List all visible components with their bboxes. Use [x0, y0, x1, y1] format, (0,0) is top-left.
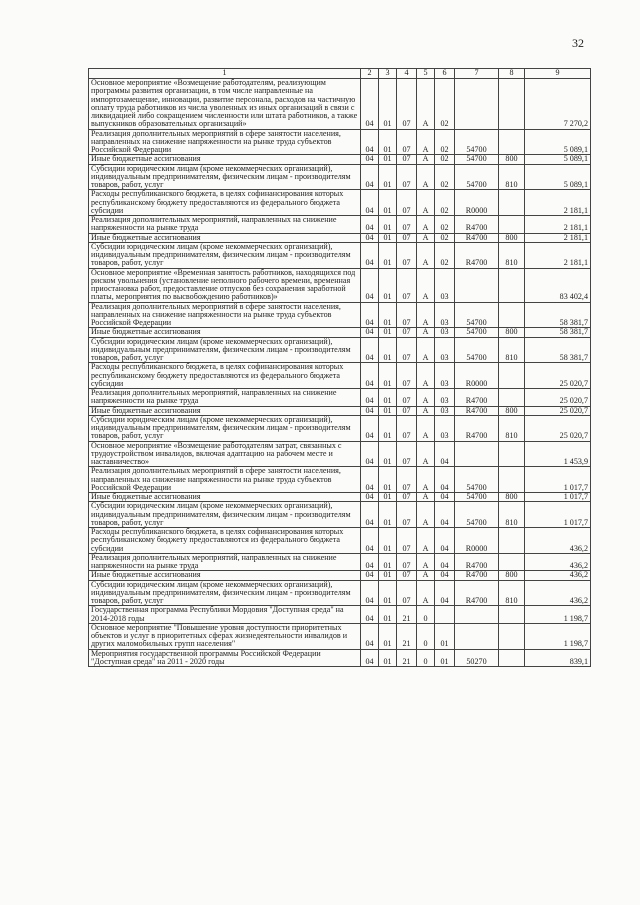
code-c5: А: [417, 302, 435, 328]
code-c6: 04: [435, 580, 455, 606]
code-c4: 07: [397, 242, 417, 268]
code-c3: 01: [379, 580, 397, 606]
code-c2: 04: [361, 389, 379, 407]
code-c3: 01: [379, 415, 397, 441]
code-c6: 03: [435, 389, 455, 407]
row-amount: 1 198,7: [525, 623, 591, 649]
code-c7: R4700: [455, 406, 499, 415]
row-name: Иные бюджетные ассигнования: [89, 493, 361, 502]
code-c2: 04: [361, 129, 379, 155]
code-c4: 07: [397, 580, 417, 606]
code-c8: [499, 553, 525, 571]
code-c3: 01: [379, 242, 397, 268]
code-c2: 04: [361, 328, 379, 337]
row-name: Расходы республиканского бюджета, в целях софинансирования которых республиканскому бюджету предоставляются из федерального бюджета субсидии: [89, 363, 361, 389]
row-name: Реализация дополнительных мероприятий, направленных на снижение напряженности на рынке труда: [89, 389, 361, 407]
code-c8: [499, 649, 525, 667]
code-c5: А: [417, 242, 435, 268]
row-amount: 7 270,2: [525, 79, 591, 130]
code-c6: 04: [435, 441, 455, 467]
code-c5: А: [417, 553, 435, 571]
code-c2: 04: [361, 528, 379, 554]
code-c4: 07: [397, 502, 417, 528]
code-c7: R4700: [455, 553, 499, 571]
code-c7: [455, 268, 499, 302]
code-c7: 54700: [455, 155, 499, 164]
code-c6: 02: [435, 242, 455, 268]
code-c5: А: [417, 129, 435, 155]
code-c8: 800: [499, 155, 525, 164]
row-name: Иные бюджетные ассигнования: [89, 571, 361, 580]
row-name: Расходы республиканского бюджета, в целях софинансирования которых республиканскому бюджету предоставляются из федерального бюджета субсидии: [89, 528, 361, 554]
code-c7: [455, 606, 499, 624]
code-c7: R4700: [455, 389, 499, 407]
code-c5: А: [417, 328, 435, 337]
code-c8: [499, 216, 525, 234]
code-c3: 01: [379, 363, 397, 389]
row-name: Иные бюджетные ассигнования: [89, 328, 361, 337]
code-c4: 07: [397, 415, 417, 441]
code-c7: 54700: [455, 302, 499, 328]
code-c6: 03: [435, 415, 455, 441]
code-c7: R4700: [455, 233, 499, 242]
code-c4: 07: [397, 337, 417, 363]
code-c5: А: [417, 502, 435, 528]
code-c2: 04: [361, 155, 379, 164]
code-c7: R4700: [455, 571, 499, 580]
code-c7: 54700: [455, 328, 499, 337]
row-amount: 839,1: [525, 649, 591, 667]
code-c8: [499, 268, 525, 302]
code-c2: 04: [361, 580, 379, 606]
row-name: Основное мероприятие «Возмещение работодателям затрат, связанных с трудоустройством инвалидов, включая адаптацию на рабочем месте и наставничество»: [89, 441, 361, 467]
code-c7: [455, 623, 499, 649]
row-name: Субсидии юридическим лицам (кроме некоммерческих организаций), индивидуальным предпринимателям, физическим лицам - производителям товаров, работ, услуг: [89, 164, 361, 190]
column-header-8: 8: [499, 69, 525, 79]
code-c6: [435, 606, 455, 624]
code-c2: 04: [361, 268, 379, 302]
code-c5: А: [417, 216, 435, 234]
code-c3: 01: [379, 389, 397, 407]
code-c3: 01: [379, 337, 397, 363]
code-c3: 01: [379, 606, 397, 624]
table-row: [89, 328, 591, 337]
code-c8: [499, 389, 525, 407]
code-c8: [499, 623, 525, 649]
code-c8: 800: [499, 406, 525, 415]
code-c4: 07: [397, 190, 417, 216]
code-c4: 07: [397, 129, 417, 155]
table-row: [89, 415, 591, 441]
code-c6: 02: [435, 164, 455, 190]
code-c3: 01: [379, 502, 397, 528]
table-row: [89, 528, 591, 554]
table-row: [89, 571, 591, 580]
code-c2: 04: [361, 406, 379, 415]
code-c3: 01: [379, 233, 397, 242]
row-amount: 436,2: [525, 528, 591, 554]
row-amount: 83 402,4: [525, 268, 591, 302]
code-c4: 07: [397, 155, 417, 164]
row-amount: 5 089,1: [525, 155, 591, 164]
code-c6: 02: [435, 129, 455, 155]
table-row: [89, 363, 591, 389]
column-header-1: 1: [89, 69, 361, 79]
code-c6: 04: [435, 528, 455, 554]
code-c6: 01: [435, 649, 455, 667]
code-c7: R0000: [455, 363, 499, 389]
row-name: Основное мероприятие «Временная занятость работников, находящихся под риском увольнения (установление неполного рабочего времени, временная приостановка работ, предоставление отпусков без сохранения заработной платы, мероприятия по высвобождению работников)»: [89, 268, 361, 302]
code-c6: 03: [435, 363, 455, 389]
code-c5: А: [417, 268, 435, 302]
code-c7: R4700: [455, 242, 499, 268]
table-row: [89, 164, 591, 190]
table-row: [89, 79, 591, 130]
code-c5: А: [417, 389, 435, 407]
code-c2: 04: [361, 441, 379, 467]
code-c4: 21: [397, 623, 417, 649]
code-c7: 54700: [455, 129, 499, 155]
code-c2: 04: [361, 623, 379, 649]
row-amount: 25 020,7: [525, 406, 591, 415]
row-amount: 1 017,7: [525, 493, 591, 502]
row-name: Иные бюджетные ассигнования: [89, 233, 361, 242]
code-c6: 02: [435, 79, 455, 130]
code-c2: 04: [361, 415, 379, 441]
row-amount: 5 089,1: [525, 129, 591, 155]
code-c3: 01: [379, 302, 397, 328]
row-amount: 5 089,1: [525, 164, 591, 190]
code-c6: 03: [435, 328, 455, 337]
row-name: Иные бюджетные ассигнования: [89, 155, 361, 164]
row-amount: 2 181,1: [525, 190, 591, 216]
code-c6: 02: [435, 155, 455, 164]
code-c6: 04: [435, 493, 455, 502]
code-c8: 810: [499, 337, 525, 363]
code-c8: 810: [499, 242, 525, 268]
code-c4: 21: [397, 606, 417, 624]
row-amount: 2 181,1: [525, 216, 591, 234]
code-c8: [499, 606, 525, 624]
table-row: [89, 233, 591, 242]
row-name: Расходы республиканского бюджета, в целях софинансирования которых республиканскому бюджету предоставляются из федерального бюджета субсидии: [89, 190, 361, 216]
code-c6: 02: [435, 190, 455, 216]
table-row: [89, 406, 591, 415]
code-c8: [499, 302, 525, 328]
code-c2: 04: [361, 337, 379, 363]
row-name: Реализация дополнительных мероприятий в сфере занятости населения, направленных на снижение напряженности на рынке труда субъектов Российской Федерации: [89, 467, 361, 493]
code-c7: 54700: [455, 493, 499, 502]
code-c5: 0: [417, 606, 435, 624]
code-c3: 01: [379, 190, 397, 216]
header-row: [89, 69, 591, 79]
table-row: [89, 389, 591, 407]
code-c3: 01: [379, 553, 397, 571]
code-c2: 04: [361, 302, 379, 328]
code-c8: [499, 363, 525, 389]
code-c8: [499, 528, 525, 554]
code-c4: 07: [397, 216, 417, 234]
code-c8: 800: [499, 571, 525, 580]
row-amount: 58 381,7: [525, 328, 591, 337]
code-c5: А: [417, 233, 435, 242]
code-c6: 04: [435, 571, 455, 580]
code-c8: [499, 129, 525, 155]
code-c8: [499, 441, 525, 467]
code-c3: 01: [379, 155, 397, 164]
table-row: [89, 441, 591, 467]
code-c8: [499, 79, 525, 130]
row-name: Основное мероприятие "Повышение уровня доступности приоритетных объектов и услуг в приоритетных сферах жизнедеятельности инвалидов и других маломобильных групп населения": [89, 623, 361, 649]
code-c5: А: [417, 528, 435, 554]
code-c7: R0000: [455, 528, 499, 554]
code-c6: 03: [435, 406, 455, 415]
row-name: Субсидии юридическим лицам (кроме некоммерческих организаций), индивидуальным предпринимателям, физическим лицам - производителям товаров, работ, услуг: [89, 337, 361, 363]
column-header-6: 6: [435, 69, 455, 79]
code-c5: А: [417, 363, 435, 389]
table-row: [89, 606, 591, 624]
table-row: [89, 553, 591, 571]
code-c8: [499, 190, 525, 216]
code-c3: 01: [379, 268, 397, 302]
code-c4: 21: [397, 649, 417, 667]
code-c4: 07: [397, 467, 417, 493]
row-name: Реализация дополнительных мероприятий в сфере занятости населения, направленных на снижение напряженности на рынке труда субъектов Российской Федерации: [89, 302, 361, 328]
code-c2: 04: [361, 164, 379, 190]
code-c8: 810: [499, 580, 525, 606]
column-header-4: 4: [397, 69, 417, 79]
table-row: [89, 649, 591, 667]
row-name: Реализация дополнительных мероприятий, направленных на снижение напряженности на рынке труда: [89, 553, 361, 571]
code-c5: А: [417, 580, 435, 606]
code-c4: 07: [397, 571, 417, 580]
row-amount: 436,2: [525, 553, 591, 571]
row-name: Субсидии юридическим лицам (кроме некоммерческих организаций), индивидуальным предпринимателям, физическим лицам - производителям товаров, работ, услуг: [89, 242, 361, 268]
table-body: [89, 79, 591, 667]
code-c2: 04: [361, 363, 379, 389]
code-c5: А: [417, 79, 435, 130]
code-c8: 800: [499, 233, 525, 242]
code-c3: 01: [379, 528, 397, 554]
code-c7: R4700: [455, 216, 499, 234]
row-amount: 58 381,7: [525, 337, 591, 363]
column-header-5: 5: [417, 69, 435, 79]
row-amount: 58 381,7: [525, 302, 591, 328]
table-row: [89, 190, 591, 216]
code-c5: А: [417, 164, 435, 190]
code-c4: 07: [397, 493, 417, 502]
code-c7: R4700: [455, 580, 499, 606]
code-c4: 07: [397, 164, 417, 190]
code-c7: 54700: [455, 337, 499, 363]
row-name: Мероприятия государственной программы Российской Федерации "Доступная среда" на 2011 - 2020 годы: [89, 649, 361, 667]
row-amount: 2 181,1: [525, 242, 591, 268]
code-c5: 0: [417, 623, 435, 649]
code-c4: 07: [397, 79, 417, 130]
row-amount: 1 198,7: [525, 606, 591, 624]
code-c7: R0000: [455, 190, 499, 216]
code-c4: 07: [397, 389, 417, 407]
code-c5: А: [417, 406, 435, 415]
code-c6: 03: [435, 337, 455, 363]
row-amount: 436,2: [525, 571, 591, 580]
code-c2: 04: [361, 216, 379, 234]
row-name: Реализация дополнительных мероприятий, направленных на снижение напряженности на рынке труда: [89, 216, 361, 234]
row-amount: 1 017,7: [525, 467, 591, 493]
column-header-9: 9: [525, 69, 591, 79]
code-c4: 07: [397, 328, 417, 337]
code-c5: А: [417, 415, 435, 441]
code-c7: 54700: [455, 467, 499, 493]
code-c6: 03: [435, 302, 455, 328]
code-c2: 04: [361, 571, 379, 580]
row-amount: 25 020,7: [525, 415, 591, 441]
code-c2: 04: [361, 553, 379, 571]
code-c3: 01: [379, 441, 397, 467]
code-c8: 810: [499, 164, 525, 190]
table-row: [89, 268, 591, 302]
code-c3: 01: [379, 649, 397, 667]
code-c3: 01: [379, 493, 397, 502]
code-c5: 0: [417, 649, 435, 667]
table-row: [89, 129, 591, 155]
table-row: [89, 580, 591, 606]
row-amount: 1 017,7: [525, 502, 591, 528]
row-name: Основное мероприятие «Возмещение работодателям, реализующим программы развития организации, в том числе направленные на импортозамещение, инновации, развитие персонала, расходов на частичную оплату труда работников из числа уволенных из иных организаций в связи с ликвидацией либо сокращением численности или штата работников, а также выпускников образовательных организаций»: [89, 79, 361, 130]
code-c7: 50270: [455, 649, 499, 667]
code-c7: R4700: [455, 415, 499, 441]
code-c4: 07: [397, 233, 417, 242]
code-c3: 01: [379, 571, 397, 580]
row-amount: 2 181,1: [525, 233, 591, 242]
code-c4: 07: [397, 302, 417, 328]
column-header-3: 3: [379, 69, 397, 79]
code-c4: 07: [397, 363, 417, 389]
table-row: [89, 467, 591, 493]
table-row: [89, 337, 591, 363]
row-name: Реализация дополнительных мероприятий в сфере занятости населения, направленных на снижение напряженности на рынке труда субъектов Российской Федерации: [89, 129, 361, 155]
code-c2: 04: [361, 649, 379, 667]
row-amount: 25 020,7: [525, 363, 591, 389]
code-c5: А: [417, 155, 435, 164]
code-c3: 01: [379, 328, 397, 337]
table-row: [89, 502, 591, 528]
code-c6: 04: [435, 553, 455, 571]
row-amount: 1 453,9: [525, 441, 591, 467]
code-c3: 01: [379, 216, 397, 234]
code-c3: 01: [379, 406, 397, 415]
code-c5: А: [417, 441, 435, 467]
code-c2: 04: [361, 242, 379, 268]
code-c5: А: [417, 493, 435, 502]
table-row: [89, 623, 591, 649]
code-c3: 01: [379, 164, 397, 190]
code-c8: 810: [499, 415, 525, 441]
row-name: Субсидии юридическим лицам (кроме некоммерческих организаций), индивидуальным предпринимателям, физическим лицам - производителям товаров, работ, услуг: [89, 580, 361, 606]
table-row: [89, 242, 591, 268]
code-c8: 800: [499, 328, 525, 337]
column-header-2: 2: [361, 69, 379, 79]
code-c4: 07: [397, 441, 417, 467]
code-c6: 01: [435, 623, 455, 649]
code-c8: [499, 467, 525, 493]
code-c7: 54700: [455, 164, 499, 190]
code-c4: 07: [397, 553, 417, 571]
budget-table: [88, 68, 591, 667]
row-name: Государственная программа Республики Мордовия "Доступная среда" на 2014-2018 годы: [89, 606, 361, 624]
row-name: Субсидии юридическим лицам (кроме некоммерческих организаций), индивидуальным предпринимателям, физическим лицам - производителям товаров, работ, услуг: [89, 415, 361, 441]
code-c8: 810: [499, 502, 525, 528]
code-c2: 04: [361, 190, 379, 216]
code-c6: 02: [435, 233, 455, 242]
code-c2: 04: [361, 502, 379, 528]
code-c2: 04: [361, 606, 379, 624]
code-c3: 01: [379, 623, 397, 649]
row-name: Иные бюджетные ассигнования: [89, 406, 361, 415]
column-header-7: 7: [455, 69, 499, 79]
code-c3: 01: [379, 467, 397, 493]
code-c6: 04: [435, 502, 455, 528]
code-c7: [455, 79, 499, 130]
code-c5: А: [417, 337, 435, 363]
row-amount: 436,2: [525, 580, 591, 606]
code-c3: 01: [379, 129, 397, 155]
code-c7: [455, 441, 499, 467]
table-row: [89, 216, 591, 234]
page-number: 32: [572, 36, 584, 50]
code-c4: 07: [397, 528, 417, 554]
code-c2: 04: [361, 233, 379, 242]
code-c4: 07: [397, 268, 417, 302]
code-c3: 01: [379, 79, 397, 130]
code-c5: А: [417, 190, 435, 216]
row-name: Субсидии юридическим лицам (кроме некоммерческих организаций), индивидуальным предпринимателям, физическим лицам - производителям товаров, работ, услуг: [89, 502, 361, 528]
code-c2: 04: [361, 79, 379, 130]
code-c7: 54700: [455, 502, 499, 528]
table-row: [89, 155, 591, 164]
row-amount: 25 020,7: [525, 389, 591, 407]
code-c4: 07: [397, 406, 417, 415]
table-row: [89, 302, 591, 328]
code-c8: 800: [499, 493, 525, 502]
code-c2: 04: [361, 467, 379, 493]
code-c5: А: [417, 467, 435, 493]
code-c2: 04: [361, 493, 379, 502]
code-c5: А: [417, 571, 435, 580]
code-c6: 02: [435, 216, 455, 234]
code-c6: 03: [435, 268, 455, 302]
code-c6: 04: [435, 467, 455, 493]
